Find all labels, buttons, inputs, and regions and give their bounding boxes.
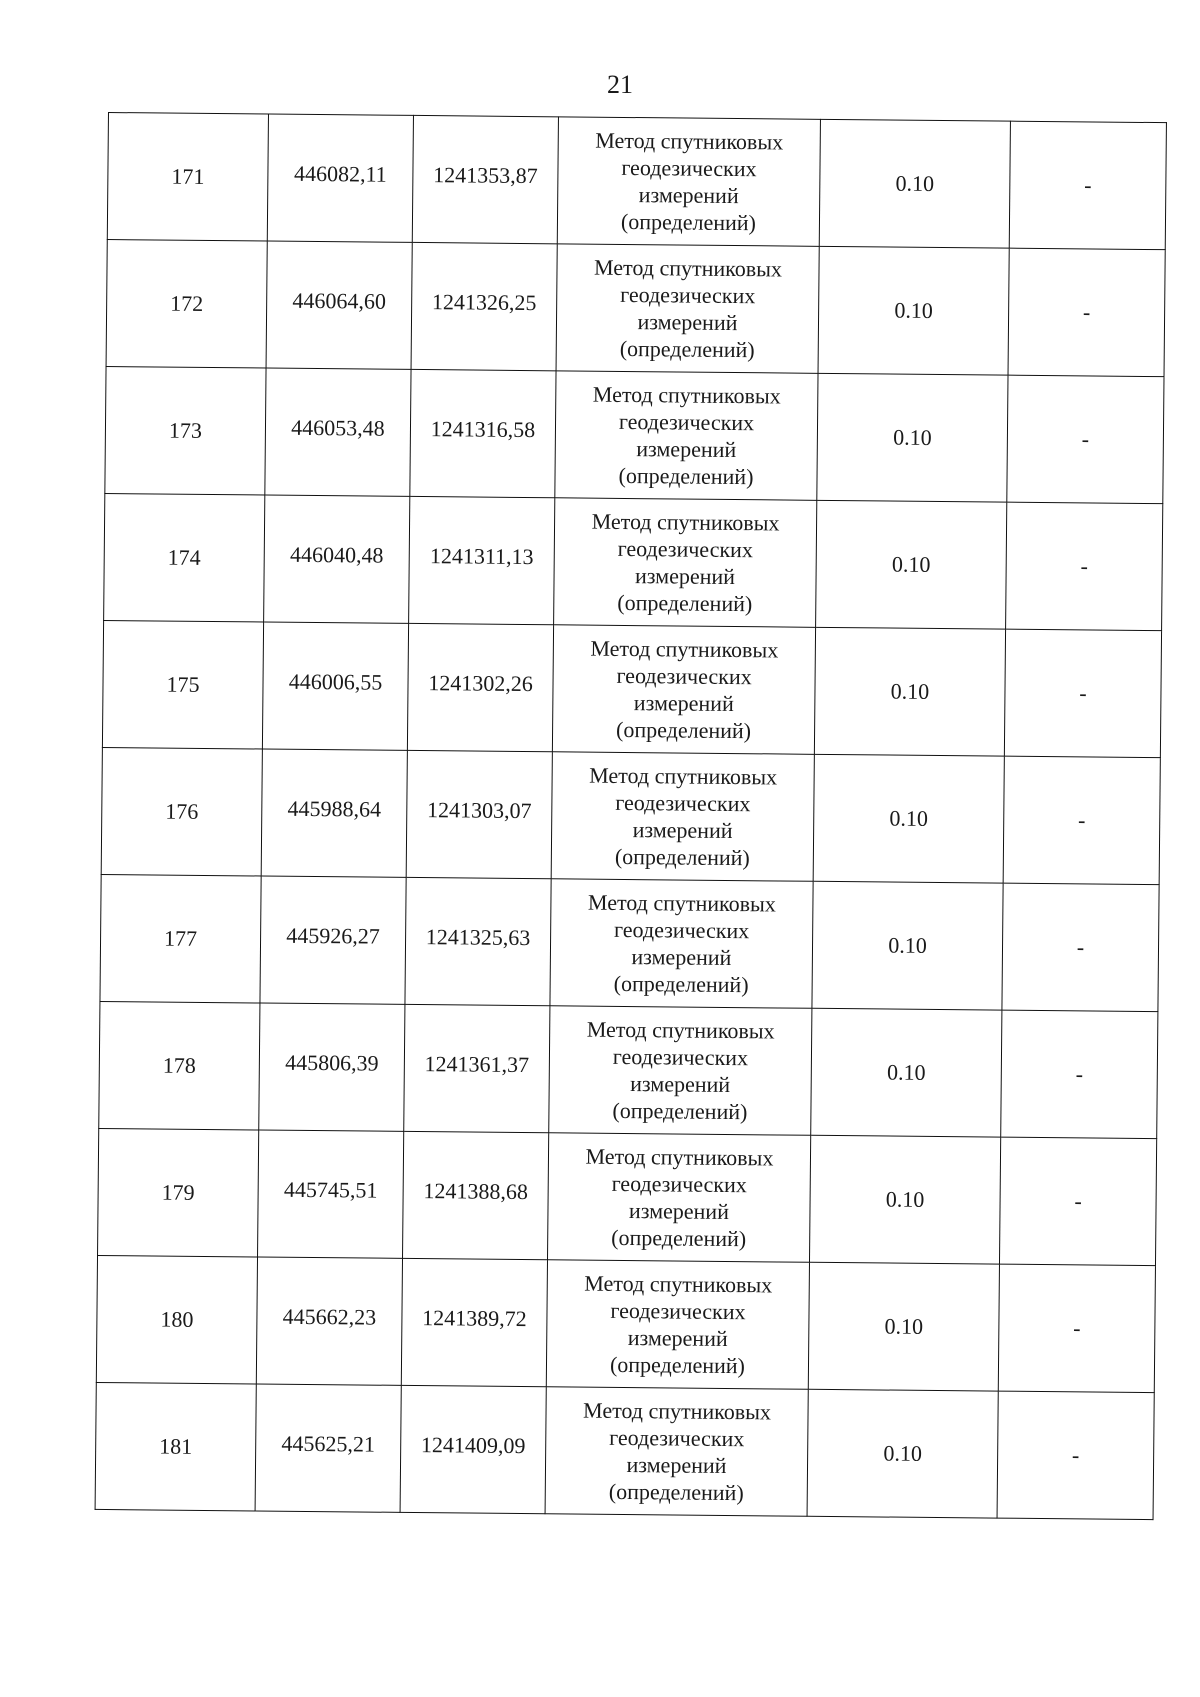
table-row <box>95 1382 1154 1519</box>
method-line: геодезических <box>621 154 757 182</box>
y-coordinate: 1241409,09 <box>420 1432 526 1459</box>
method-line: измерений <box>637 309 738 336</box>
accuracy-cell <box>818 246 1009 375</box>
x-coordinate-cell <box>265 368 411 496</box>
y-coordinate: 1241316,58 <box>430 416 536 443</box>
method-line: (определений) <box>609 1351 746 1379</box>
x-coordinate: 445745,51 <box>283 1176 378 1203</box>
method-line: Метод спутниковых <box>589 762 778 790</box>
method-line: Метод спутниковых <box>584 1270 773 1298</box>
method-line: Метод спутниковых <box>585 1143 774 1171</box>
y-coordinate-cell <box>409 496 555 624</box>
x-coordinate: 445806,39 <box>285 1049 379 1076</box>
method-cell <box>550 879 813 1009</box>
x-coordinate: 446082,11 <box>293 160 387 187</box>
method-line: Метод спутниковых <box>595 127 784 155</box>
method-cell <box>554 498 817 628</box>
method-text <box>587 889 776 999</box>
accuracy-cell <box>817 373 1008 502</box>
method-line: Метод спутниковых <box>586 1016 775 1044</box>
table-body <box>95 113 1166 1520</box>
point-number-cell <box>107 113 268 242</box>
accuracy-value: 0.10 <box>893 424 932 450</box>
accuracy-value: 0.10 <box>891 551 931 577</box>
method-text <box>582 1397 771 1507</box>
y-coordinate: 1241325,63 <box>425 924 531 951</box>
note-cell <box>1002 883 1159 1011</box>
table-row <box>101 747 1160 884</box>
table-row <box>105 366 1164 503</box>
method-line: (определений) <box>608 1478 744 1506</box>
x-coordinate-cell <box>267 114 413 242</box>
point-number: 180 <box>160 1306 194 1332</box>
note-value: - <box>1076 934 1085 960</box>
y-coordinate-cell <box>412 115 558 243</box>
method-line: Метод спутниковых <box>593 254 783 282</box>
x-coordinate: 446040,48 <box>289 541 384 568</box>
point-number-cell <box>105 366 266 495</box>
accuracy-cell <box>816 500 1007 629</box>
accuracy-cell <box>809 1135 1000 1264</box>
method-line: Метод спутниковых <box>591 508 780 536</box>
table-row <box>102 620 1161 757</box>
x-coordinate-cell <box>262 622 408 750</box>
accuracy-cell <box>814 627 1005 756</box>
note-value: - <box>1082 299 1091 325</box>
x-coordinate-cell <box>258 1130 404 1258</box>
y-coordinate: 1241389,72 <box>422 1305 527 1332</box>
note-cell <box>1006 502 1163 630</box>
accuracy-cell <box>819 119 1010 248</box>
accuracy-value: 0.10 <box>890 678 930 704</box>
table-row <box>96 1255 1155 1392</box>
note-value: - <box>1084 172 1092 198</box>
point-number-cell <box>106 239 267 368</box>
y-coordinate: 1241361,37 <box>424 1051 530 1078</box>
method-line: измерений <box>628 1198 730 1225</box>
method-line: Метод спутниковых <box>590 635 779 663</box>
accuracy-value: 0.10 <box>886 1059 926 1085</box>
point-number-cell <box>99 1001 260 1130</box>
method-line: измерений <box>638 182 739 209</box>
x-coordinate: 446006,55 <box>288 668 383 695</box>
x-coordinate: 445625,21 <box>281 1430 376 1457</box>
method-cell <box>545 1387 808 1517</box>
point-number: 172 <box>170 290 204 316</box>
accuracy-cell <box>807 1389 998 1518</box>
note-cell <box>999 1137 1156 1265</box>
method-line: Метод спутниковых <box>592 381 781 409</box>
point-number: 176 <box>165 798 199 824</box>
coordinates-table <box>95 112 1167 1520</box>
method-line: (определений) <box>611 1224 747 1252</box>
method-line: (определений) <box>619 335 755 363</box>
method-line: (определений) <box>616 716 752 744</box>
x-coordinate: 446064,60 <box>292 287 387 314</box>
method-line: (определений) <box>617 589 753 617</box>
note-value: - <box>1077 807 1086 833</box>
method-line: геодезических <box>612 1043 749 1071</box>
note-value: - <box>1074 1188 1082 1214</box>
method-line: измерений <box>636 436 737 463</box>
point-number-cell <box>96 1255 257 1384</box>
accuracy-cell <box>808 1262 999 1391</box>
method-text <box>586 1016 775 1126</box>
method-cell <box>556 244 819 374</box>
y-coordinate: 1241388,68 <box>423 1178 529 1205</box>
note-value: - <box>1073 1315 1081 1341</box>
method-line: геодезических <box>610 1297 746 1325</box>
method-text <box>592 381 781 491</box>
method-cell <box>549 1006 812 1136</box>
table-row <box>106 239 1165 376</box>
x-coordinate-cell <box>260 876 406 1004</box>
method-line: измерений <box>633 690 734 717</box>
method-line: геодезических <box>609 1424 745 1452</box>
table-row <box>100 874 1159 1011</box>
method-text <box>594 127 783 237</box>
x-coordinate-cell <box>266 241 412 369</box>
y-coordinate: 1241303,07 <box>426 797 532 824</box>
y-coordinate: 1241353,87 <box>433 162 538 189</box>
note-value: - <box>1079 680 1087 706</box>
note-value: - <box>1080 553 1088 579</box>
table-row <box>107 113 1166 250</box>
accuracy-cell <box>812 881 1003 1010</box>
method-line: измерений <box>626 1452 727 1478</box>
method-line: геодезических <box>616 662 752 690</box>
y-coordinate: 1241326,25 <box>431 289 537 316</box>
note-cell <box>1008 248 1165 376</box>
point-number: 171 <box>171 163 205 189</box>
method-cell <box>548 1133 811 1263</box>
method-line: (определений) <box>612 1097 748 1125</box>
note-value: - <box>1081 426 1090 452</box>
method-line: Метод спутниковых <box>583 1397 772 1425</box>
method-line: геодезических <box>618 408 755 436</box>
y-coordinate-cell <box>401 1258 547 1386</box>
y-coordinate-cell <box>400 1385 546 1513</box>
method-text <box>585 1143 774 1253</box>
method-cell <box>551 752 814 882</box>
table-row <box>104 493 1163 630</box>
point-number-cell <box>95 1382 256 1511</box>
coordinates-table-wrapper <box>95 112 1166 1520</box>
note-value: - <box>1071 1442 1080 1468</box>
y-coordinate-cell <box>411 242 557 370</box>
y-coordinate: 1241302,26 <box>428 670 533 697</box>
note-cell <box>1007 375 1164 503</box>
note-cell <box>1009 121 1166 249</box>
method-line: (определений) <box>614 843 750 871</box>
y-coordinate-cell <box>404 1004 550 1132</box>
x-coordinate: 445926,27 <box>286 922 380 949</box>
table-row <box>99 1001 1158 1138</box>
point-number: 175 <box>166 671 200 697</box>
method-line: геодезических <box>615 789 751 817</box>
accuracy-cell <box>811 1008 1002 1137</box>
method-text <box>588 762 777 872</box>
x-coordinate-cell <box>256 1257 402 1385</box>
method-line: Метод спутниковых <box>587 889 776 917</box>
x-coordinate-cell <box>261 749 407 877</box>
method-text <box>590 635 779 745</box>
method-text <box>591 508 780 618</box>
method-line: (определений) <box>613 970 749 998</box>
y-coordinate-cell <box>410 369 556 497</box>
accuracy-value: 0.10 <box>888 932 927 958</box>
method-text <box>583 1270 772 1380</box>
table-row <box>98 1128 1157 1265</box>
y-coordinate-cell <box>405 877 551 1005</box>
method-line: измерений <box>631 944 732 971</box>
point-number: 177 <box>163 925 198 951</box>
x-coordinate-cell <box>255 1384 401 1512</box>
method-line: (определений) <box>618 462 754 490</box>
method-line: (определений) <box>620 208 757 236</box>
method-text <box>593 254 782 364</box>
note-cell <box>1003 756 1160 884</box>
point-number-cell <box>104 493 265 622</box>
accuracy-value: 0.10 <box>884 1313 924 1339</box>
method-line: измерений <box>634 563 736 590</box>
note-cell <box>998 1264 1155 1392</box>
note-value: - <box>1075 1061 1084 1087</box>
accuracy-value: 0.10 <box>895 170 935 196</box>
point-number-cell <box>101 747 262 876</box>
method-cell <box>555 371 818 501</box>
x-coordinate: 446053,48 <box>291 414 385 441</box>
point-number-cell <box>102 620 263 749</box>
point-number-cell <box>100 874 261 1003</box>
accuracy-value: 0.10 <box>894 297 934 323</box>
method-line: измерений <box>630 1071 731 1098</box>
x-coordinate: 445662,23 <box>282 1303 377 1330</box>
x-coordinate-cell <box>264 495 410 623</box>
accuracy-value: 0.10 <box>889 805 929 831</box>
x-coordinate-cell <box>259 1003 405 1131</box>
x-coordinate: 445988,64 <box>287 795 382 822</box>
note-cell <box>1004 629 1161 757</box>
note-cell <box>997 1391 1154 1519</box>
page-number: 21 <box>607 70 633 99</box>
method-line: геодезических <box>611 1170 747 1198</box>
point-number: 178 <box>162 1052 196 1078</box>
point-number: 174 <box>167 544 201 570</box>
note-cell <box>1001 1010 1158 1138</box>
accuracy-value: 0.10 <box>885 1186 925 1212</box>
method-line: геодезических <box>613 916 750 944</box>
method-cell <box>557 117 820 247</box>
y-coordinate-cell <box>403 1131 549 1259</box>
method-line: измерений <box>627 1325 728 1352</box>
point-number: 173 <box>168 417 203 443</box>
y-coordinate-cell <box>406 750 552 878</box>
accuracy-value: 0.10 <box>883 1440 923 1466</box>
method-cell <box>552 625 815 755</box>
method-cell <box>546 1260 809 1390</box>
method-line: измерений <box>632 817 733 844</box>
y-coordinate: 1241311,13 <box>429 543 534 570</box>
point-number-cell <box>98 1128 259 1257</box>
point-number: 179 <box>161 1179 195 1205</box>
method-line: геодезических <box>620 281 756 309</box>
y-coordinate-cell <box>407 623 553 751</box>
method-line: геодезических <box>617 535 754 563</box>
point-number: 181 <box>159 1433 193 1459</box>
accuracy-cell <box>813 754 1004 883</box>
